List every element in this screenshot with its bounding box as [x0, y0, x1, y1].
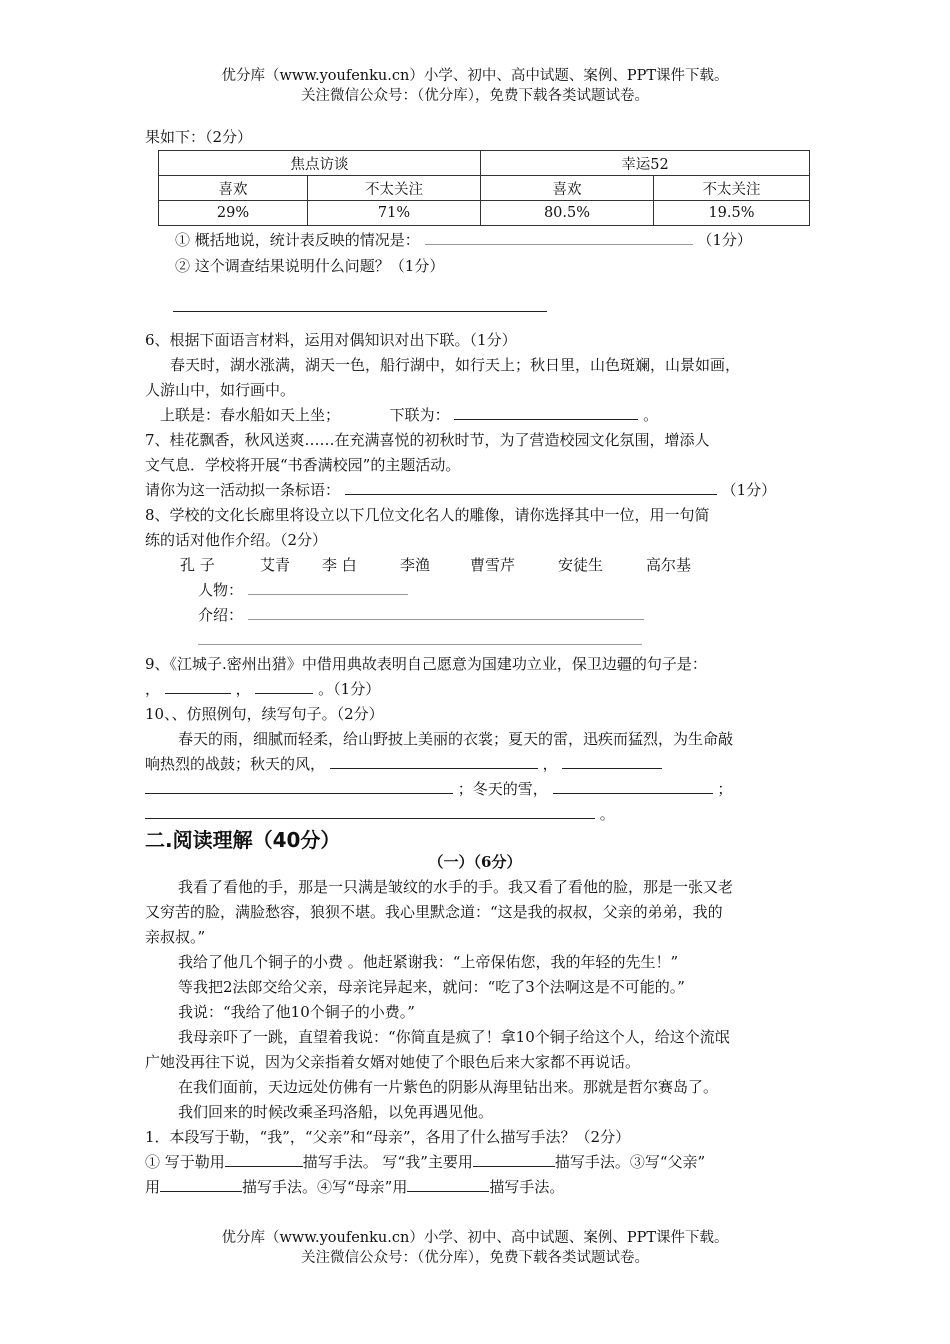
reading-paragraph: 等我把2法郎交给父亲，母亲诧异起来，就问：“吃了3个法啊这是不可能的。”: [178, 978, 685, 996]
q10-line-3: [145, 778, 732, 800]
reading-paragraph: 我母亲吓了一跳，直望着我说：“你简直是疯了！拿10个铜子给这个人，给这个流氓: [178, 1028, 730, 1046]
q10-winter-answer-line-1[interactable]: [553, 779, 713, 794]
q10-end: 。: [599, 805, 615, 823]
q1-answer-line-1[interactable]: [225, 1152, 303, 1167]
q5-sub1-answer-line[interactable]: [425, 230, 693, 245]
q10-title: 10、、仿照例句，续写句子。（2分）: [145, 705, 384, 723]
q6-lower-answer-line[interactable]: [454, 405, 638, 420]
q1-text-3: 描写手法。③写“父亲”: [554, 1153, 706, 1171]
q9-p2: ，: [235, 680, 251, 698]
sub-header: 喜欢: [481, 176, 654, 201]
table-cell: 19.5%: [654, 201, 810, 226]
name-item: 曹雪芹: [470, 556, 516, 574]
q10-semicolon: ；: [717, 780, 733, 798]
q8-line-2: 练的话对他作介绍。（2分）: [145, 531, 328, 549]
q8-intro-label: 介绍：: [198, 606, 244, 624]
q10-line-4: [145, 803, 615, 825]
q10-autumn-answer-line-2[interactable]: [562, 754, 662, 769]
q10-comma: ，: [542, 755, 558, 773]
q5-intro: 果如下：（2分）: [145, 128, 253, 146]
reading-paragraph: 亲叔叔。”: [145, 928, 206, 946]
name-item: 安徒生: [558, 556, 604, 574]
q7-line-2: 文气息．学校将开展“书香满校园”的主题活动。: [145, 456, 461, 474]
sub-header: 喜欢: [159, 176, 308, 201]
reading-paragraph: 我们回来的时候改乘圣玛洛船，以免再遇见他。: [178, 1103, 494, 1121]
reading-paragraph: 在我们面前，天边远处仿佛有一片紫色的阴影从海里钻出来。那就是哲尔赛岛了。: [178, 1078, 719, 1096]
q1-answer-line-4[interactable]: [407, 1177, 489, 1192]
reading-paragraph: 又穷苦的脸，满脸愁容，狼狈不堪。我心里默念道：“这是我的叔叔，父亲的弟弟，我的: [145, 903, 723, 921]
q8-line-1: 8、学校的文化长廊里将设立以下几位文化名人的雕像，请你选择其中一位，用一句简: [145, 506, 710, 524]
q7-score: （1分）: [721, 481, 777, 499]
q10-autumn-answer-line-1[interactable]: [330, 754, 538, 769]
q7-slogan-answer-line[interactable]: [345, 480, 717, 495]
q10-line-1: 春天的雨，细腻而轻柔，给山野披上美丽的衣裳；夏天的雷，迅疾而猛烈，为生命敲: [178, 730, 734, 748]
header-line-2: 关注微信公众号：（优分库），免费下载各类试题试卷。: [301, 88, 649, 104]
q8-names: [180, 554, 691, 576]
q7-line-1: 7、桂花飘香，秋风送爽……在充满喜悦的初秋时节，为了营造校园文化氛围，增添人: [145, 431, 710, 449]
name-item: 艾青: [260, 556, 291, 574]
q8-person-label: 人物：: [198, 581, 244, 599]
reading-paragraph: 我给了他几个铜子的小费 。他赶紧谢我：“上帝保佑您，我的年轻的先生！”: [178, 953, 679, 971]
q10-autumn-answer-line-3[interactable]: [145, 779, 453, 794]
name-item: 李渔: [400, 556, 431, 574]
footer-line-1: 优分库（www.youfenku.cn）小学、初中、高中试题、案例、PPT课件下载。: [221, 1230, 729, 1246]
name-item: 李 白: [322, 556, 357, 574]
q8-intro-answer-line-2[interactable]: [198, 644, 642, 645]
q5-sub2: ② 这个调查结果说明什么问题？（1分）: [175, 257, 445, 275]
page-header: [0, 66, 950, 106]
program-header-2: 幸运52: [481, 151, 810, 176]
q5-sub2-answer-line[interactable]: [173, 311, 547, 312]
table-cell: 80.5%: [481, 201, 654, 226]
q7-line-3: [145, 479, 776, 501]
survey-table: [158, 150, 810, 226]
q1-text-1: ① 写于勒用: [145, 1153, 225, 1171]
q9-p3: 。（1分）: [318, 680, 381, 698]
q5-sub1-score: （1分）: [697, 231, 752, 249]
q10-winter-label: ；冬天的雪，: [457, 780, 548, 798]
q6-text-2: 人游山中，如行画中。: [145, 381, 296, 399]
q8-person: [198, 579, 408, 601]
reading-paragraph: 广她没再往下说，因为父亲指着女婿对她使了个眼色后来大家都不再说话。: [145, 1053, 641, 1071]
footer-line-2: 关注微信公众号：（优分库），免费下载各类试题试卷。: [301, 1250, 649, 1266]
reading-q1-line-1: [145, 1151, 705, 1173]
section-2-title: 二.阅读理解（40分）: [145, 828, 341, 852]
q10-line-2: [145, 753, 662, 775]
q1-answer-line-2[interactable]: [473, 1152, 555, 1167]
q1-text-6: 描写手法。: [489, 1178, 565, 1196]
q9-answers: [145, 678, 380, 700]
q9-answer-line-2[interactable]: [255, 679, 313, 694]
q8-intro: [198, 604, 644, 626]
table-cell: 29%: [159, 201, 308, 226]
q1-answer-line-3[interactable]: [160, 1177, 242, 1192]
q6-end: 。: [643, 406, 659, 424]
q1-text-2: 描写手法。 写“我”主要用: [302, 1153, 473, 1171]
name-item: 孔 子: [180, 556, 215, 574]
q6-text-1: 春天时，湖水涨满，湖天一色，船行湖中，如行天上；秋日里，山色斑斓，山景如画，: [170, 356, 741, 374]
q9-p1: ，: [145, 680, 161, 698]
q1-text-4: 用: [145, 1178, 161, 1196]
q9-answer-line-1[interactable]: [165, 679, 231, 694]
reading-paragraph: 我说：“我给了他10个铜子的小费。”: [178, 1003, 415, 1021]
q5-sub1: [175, 229, 752, 251]
section-2-subtitle: （一）（6分）: [428, 853, 522, 871]
page-footer: [0, 1228, 950, 1268]
program-header-1: 焦点访谈: [159, 151, 481, 176]
reading-q1-line-2: [145, 1176, 564, 1198]
q8-person-answer-line[interactable]: [248, 580, 408, 595]
q6-lower-label: 下联为：: [389, 406, 450, 424]
table-cell: 71%: [308, 201, 481, 226]
sub-header: 不太关注: [654, 176, 810, 201]
q9-line-1: 9、《江城子.密州出猎》中借用典故表明自己愿意为国建功立业，保卫边疆的句子是：: [145, 655, 707, 673]
q5-sub1-text: ① 概括地说，统计表反映的情况是：: [175, 231, 420, 249]
q6-title: 6、根据下面语言材料，运用对偶知识对出下联。（1分）: [145, 331, 517, 349]
q10-line-2-text: 响热烈的战鼓；秋天的风，: [145, 755, 326, 773]
q7-prompt: 请你为这一活动拟一条标语：: [145, 481, 341, 499]
sub-header: 不太关注: [308, 176, 481, 201]
q6-couplet: [160, 404, 658, 426]
header-line-1: 优分库（www.youfenku.cn）小学、初中、高中试题、案例、PPT课件下载。: [221, 68, 729, 84]
reading-paragraph: 我看了看他的手，那是一只满是皱纹的水手的手。我又看了看他的脸，那是一张又老: [178, 878, 734, 896]
q6-upper: 上联是：春水船如天上坐；: [160, 406, 341, 424]
name-item: 高尔基: [646, 556, 692, 574]
reading-q1-title: 1．本段写于勒，“我”，“父亲”和“母亲”，各用了什么描写手法？（2分）: [145, 1128, 631, 1146]
q8-intro-answer-line[interactable]: [248, 605, 644, 620]
q10-winter-answer-line-2[interactable]: [145, 804, 595, 819]
q1-text-5: 描写手法。④写“母亲”用: [242, 1178, 408, 1196]
